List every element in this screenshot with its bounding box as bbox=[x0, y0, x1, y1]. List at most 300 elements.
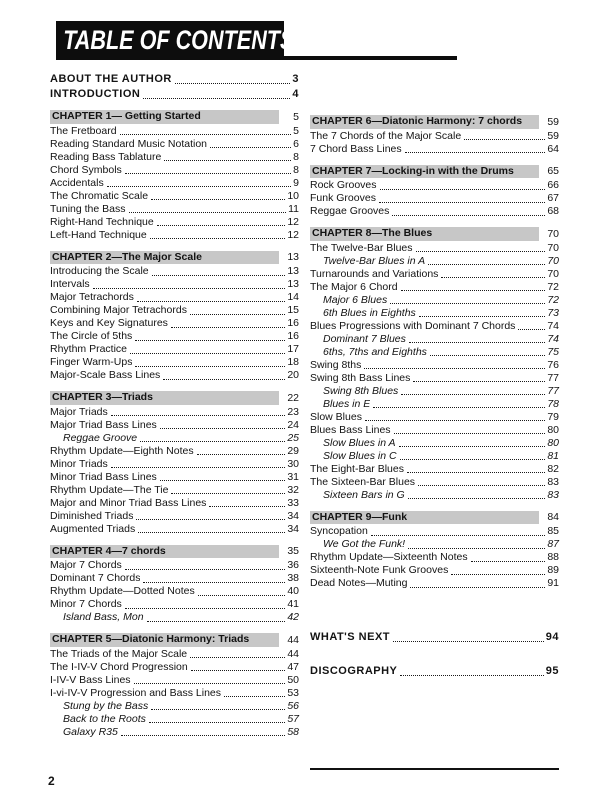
entry-page: 70 bbox=[547, 267, 559, 280]
entry-label: Finger Warm-Ups bbox=[50, 356, 133, 368]
entry-label: Reading Bass Tablature bbox=[50, 150, 162, 163]
dot-leader bbox=[451, 574, 545, 575]
entry-label: Blues Bass Lines bbox=[310, 423, 391, 436]
toc-entry bbox=[310, 424, 559, 437]
entry-page: 10 bbox=[287, 189, 299, 202]
entry-page: 14 bbox=[287, 291, 299, 303]
chapter-title: CHAPTER 7—Locking-in with the Drums bbox=[310, 165, 539, 179]
entry-label: Minor 7 Chords bbox=[50, 598, 122, 610]
toc-entry bbox=[50, 229, 299, 242]
chapter-header bbox=[50, 391, 299, 405]
entry-page: 4 bbox=[292, 87, 299, 100]
dot-leader bbox=[418, 485, 545, 486]
toc-entry bbox=[50, 484, 299, 497]
toc-entry bbox=[50, 661, 299, 674]
entry-page: 95 bbox=[545, 664, 559, 677]
toc-entry bbox=[50, 304, 299, 317]
chapter-block bbox=[50, 633, 299, 739]
dot-leader bbox=[121, 735, 285, 736]
entry-page: 70 bbox=[547, 254, 559, 267]
dot-leader bbox=[430, 355, 545, 356]
entry-label: 6th Blues in Eighths bbox=[323, 306, 416, 319]
entry-page: 16 bbox=[287, 317, 299, 329]
entry-label: Swing 8ths bbox=[310, 358, 362, 371]
toc-entry bbox=[50, 572, 299, 585]
entry-page: 78 bbox=[547, 397, 559, 410]
entry-page: 87 bbox=[547, 538, 559, 550]
entry-label: Twelve-Bar Blues in A bbox=[323, 254, 426, 267]
chapter-block bbox=[310, 227, 559, 502]
entry-label: The Major 6 Chord bbox=[310, 280, 398, 293]
entry-page: 17 bbox=[287, 343, 299, 355]
entry-label: Tuning the Bass bbox=[50, 202, 126, 215]
chapter-block bbox=[310, 511, 559, 591]
toc-entry bbox=[50, 291, 299, 304]
entry-label: DISCOGRAPHY bbox=[310, 664, 398, 677]
entry-page: 20 bbox=[287, 369, 299, 381]
entry-page: 75 bbox=[547, 345, 559, 358]
chapter-title: CHAPTER 8—The Blues bbox=[310, 227, 539, 241]
toc-entry bbox=[310, 281, 559, 294]
entry-label: Galaxy R35 bbox=[63, 725, 118, 738]
page-number: 2 bbox=[48, 774, 55, 788]
entry-label: Blues Progressions with Dominant 7 Chords bbox=[310, 319, 516, 332]
toc-entry bbox=[50, 278, 299, 291]
entry-label: WHAT'S NEXT bbox=[310, 631, 391, 643]
dot-leader bbox=[149, 722, 285, 723]
dot-leader bbox=[428, 264, 545, 265]
chapter-title: CHAPTER 4—7 chords bbox=[50, 545, 279, 559]
dot-leader bbox=[160, 480, 286, 481]
chapter-title: CHAPTER 6—Diatonic Harmony: 7 chords bbox=[310, 115, 539, 129]
entry-label: Dominant 7 Chords bbox=[50, 572, 141, 584]
entry-label: Sixteenth-Note Funk Grooves bbox=[310, 564, 449, 576]
chapter-block bbox=[50, 391, 299, 536]
dot-leader bbox=[224, 696, 285, 697]
chapter-title: CHAPTER 3—Triads bbox=[50, 391, 279, 405]
dot-leader bbox=[400, 459, 546, 460]
toc-entry bbox=[50, 674, 299, 687]
toc-entry bbox=[50, 216, 299, 229]
entry-label: 7 Chord Bass Lines bbox=[310, 142, 402, 155]
toc-entry bbox=[50, 151, 299, 164]
toc-entry bbox=[310, 320, 559, 333]
toc-entry bbox=[310, 372, 559, 385]
entry-label: Rhythm Update—Sixteenth Notes bbox=[310, 551, 468, 563]
toc-entry bbox=[310, 255, 559, 268]
chapter-page: 22 bbox=[287, 391, 299, 404]
dot-leader bbox=[191, 670, 286, 671]
entry-label: The Fretboard bbox=[50, 124, 117, 137]
entry-label: Rhythm Update—Eighth Notes bbox=[50, 444, 194, 457]
entry-label: Rhythm Update—The Tie bbox=[50, 483, 169, 496]
chapter-block bbox=[50, 251, 299, 383]
toc-entry bbox=[50, 497, 299, 510]
entry-page: 16 bbox=[287, 330, 299, 342]
dot-leader bbox=[190, 657, 285, 658]
entry-page: 9 bbox=[293, 176, 299, 189]
toc-entry bbox=[310, 242, 559, 255]
dot-leader bbox=[157, 225, 286, 226]
toc-entry bbox=[50, 164, 299, 177]
entry-page: 50 bbox=[287, 673, 299, 686]
toc-entry bbox=[310, 346, 559, 359]
entry-label: The Sixteen-Bar Blues bbox=[310, 475, 416, 488]
entry-label: The Twelve-Bar Blues bbox=[310, 241, 413, 254]
toc-entry bbox=[310, 525, 559, 538]
dot-leader bbox=[394, 433, 546, 434]
entry-page: 88 bbox=[547, 551, 559, 563]
entry-label: Blues in E bbox=[323, 397, 371, 410]
entry-page: 15 bbox=[287, 304, 299, 316]
dot-leader bbox=[365, 420, 545, 421]
dot-leader bbox=[143, 98, 290, 99]
toc-entry bbox=[50, 369, 299, 382]
dot-leader bbox=[471, 561, 546, 562]
entry-page: 72 bbox=[547, 293, 559, 306]
toc-entry bbox=[50, 585, 299, 598]
entry-page: 34 bbox=[287, 509, 299, 522]
entry-page: 25 bbox=[287, 431, 299, 444]
chapter-header bbox=[50, 545, 299, 559]
back-matter-entry bbox=[310, 630, 559, 645]
dot-leader bbox=[130, 353, 285, 354]
entry-label: The Eight-Bar Blues bbox=[310, 462, 404, 475]
entry-page: 68 bbox=[547, 205, 559, 217]
entry-label: Combining Major Tetrachords bbox=[50, 304, 187, 316]
entry-page: 34 bbox=[287, 522, 299, 535]
dot-leader bbox=[120, 134, 292, 135]
toc-entry bbox=[310, 538, 559, 551]
toc-entry bbox=[50, 190, 299, 203]
toc-entry bbox=[50, 598, 299, 611]
entry-label: The Circle of 5ths bbox=[50, 330, 133, 342]
dot-leader bbox=[441, 277, 545, 278]
entry-page: 72 bbox=[547, 280, 559, 293]
chapter-page: 13 bbox=[287, 251, 299, 263]
entry-page: 66 bbox=[547, 179, 559, 191]
chapter-header bbox=[310, 511, 559, 525]
entry-page: 73 bbox=[547, 306, 559, 319]
dot-leader bbox=[399, 446, 546, 447]
dot-leader bbox=[210, 147, 291, 148]
toc-entry bbox=[50, 726, 299, 739]
toc-entry bbox=[310, 564, 559, 577]
entry-label: Swing 8th Blues bbox=[323, 384, 399, 397]
toc-entry bbox=[50, 700, 299, 713]
chapter-block bbox=[310, 165, 559, 219]
entry-page: 77 bbox=[547, 371, 559, 384]
dot-leader bbox=[364, 368, 545, 369]
toc-entry bbox=[50, 138, 299, 151]
entry-page: 64 bbox=[547, 142, 559, 155]
entry-label: Island Bass, Mon bbox=[63, 611, 144, 623]
entry-page: 33 bbox=[287, 496, 299, 509]
entry-label: Dominant 7 Blues bbox=[323, 332, 406, 345]
entry-label: Major Triad Bass Lines bbox=[50, 418, 157, 431]
dot-leader bbox=[190, 314, 285, 315]
entry-page: 12 bbox=[287, 228, 299, 241]
dot-leader bbox=[163, 379, 285, 380]
chapter-page: 70 bbox=[547, 227, 559, 240]
entry-label: Major 7 Chords bbox=[50, 559, 122, 571]
dot-leader bbox=[135, 340, 285, 341]
dot-leader bbox=[409, 342, 545, 343]
entry-label: Diminished Triads bbox=[50, 509, 134, 522]
entry-label: Slow Blues in A bbox=[323, 436, 396, 449]
entry-page: 41 bbox=[287, 598, 299, 610]
entry-label: We Got the Funk! bbox=[323, 538, 406, 550]
dot-leader bbox=[107, 186, 291, 187]
dot-leader bbox=[125, 569, 286, 570]
entry-label: Chord Symbols bbox=[50, 163, 122, 176]
dot-leader bbox=[143, 582, 285, 583]
entry-label: Introducing the Scale bbox=[50, 265, 149, 277]
toc-entry bbox=[50, 471, 299, 484]
entry-page: 80 bbox=[547, 423, 559, 436]
toc-entry bbox=[310, 143, 559, 156]
dot-leader bbox=[410, 587, 545, 588]
dot-leader bbox=[136, 519, 285, 520]
dot-leader bbox=[175, 83, 291, 84]
entry-page: 85 bbox=[547, 525, 559, 537]
toc-entry bbox=[310, 450, 559, 463]
dot-leader bbox=[393, 641, 544, 642]
entry-label: I-IV-V Bass Lines bbox=[50, 673, 131, 686]
dot-leader bbox=[93, 288, 286, 289]
toc-entry bbox=[50, 125, 299, 138]
toc-entry bbox=[50, 177, 299, 190]
dot-leader bbox=[171, 327, 285, 328]
dot-leader bbox=[171, 493, 285, 494]
entry-page: 44 bbox=[287, 647, 299, 660]
entry-page: 11 bbox=[288, 202, 299, 215]
toc-entry bbox=[50, 356, 299, 369]
entry-page: 83 bbox=[547, 475, 559, 488]
toc-entry bbox=[310, 294, 559, 307]
entry-label: Major and Minor Triad Bass Lines bbox=[50, 496, 207, 509]
chapter-title: CHAPTER 1— Getting Started bbox=[50, 110, 279, 124]
entry-label: Sixteen Bars in G bbox=[323, 488, 405, 501]
chapter-header bbox=[50, 251, 299, 265]
toc-entry bbox=[50, 559, 299, 572]
entry-page: 31 bbox=[287, 470, 299, 483]
entry-page: 67 bbox=[547, 192, 559, 204]
chapter-title: CHAPTER 9—Funk bbox=[310, 511, 539, 525]
dot-leader bbox=[413, 381, 545, 382]
dot-leader bbox=[150, 238, 286, 239]
entry-page: 5 bbox=[293, 124, 299, 137]
entry-label: Right-Hand Technique bbox=[50, 215, 154, 228]
toc-entry bbox=[50, 648, 299, 661]
dot-leader bbox=[464, 139, 545, 140]
toc-entry bbox=[50, 458, 299, 471]
entry-label: Back to the Roots bbox=[63, 712, 146, 725]
back-matter bbox=[310, 630, 559, 678]
entry-page: 6 bbox=[293, 137, 299, 150]
toc-entry bbox=[310, 551, 559, 564]
chapter-page: 59 bbox=[547, 115, 559, 128]
entry-label: Funk Grooves bbox=[310, 192, 376, 204]
dot-leader bbox=[392, 215, 545, 216]
entry-label: Major Tetrachords bbox=[50, 291, 134, 303]
dot-leader bbox=[125, 173, 291, 174]
entry-page: 40 bbox=[287, 585, 299, 597]
entry-label: Turnarounds and Variations bbox=[310, 267, 439, 280]
dot-leader bbox=[140, 441, 285, 442]
entry-label: Augmented Triads bbox=[50, 522, 136, 535]
entry-page: 18 bbox=[287, 356, 299, 368]
front-matter-entry bbox=[50, 72, 299, 87]
entry-label: I-vi-IV-V Progression and Bass Lines bbox=[50, 686, 221, 699]
chapter-header bbox=[50, 633, 299, 647]
entry-page: 8 bbox=[293, 163, 299, 176]
toc-entry bbox=[50, 203, 299, 216]
toc-entry bbox=[50, 713, 299, 726]
chapter-header bbox=[310, 165, 559, 179]
right-chapters bbox=[310, 115, 559, 590]
entry-page: 79 bbox=[547, 410, 559, 423]
entry-label: Stung by the Bass bbox=[63, 699, 149, 712]
dot-leader bbox=[518, 329, 545, 330]
entry-page: 74 bbox=[547, 332, 559, 345]
entry-page: 81 bbox=[547, 449, 559, 462]
entry-label: Dead Notes—Muting bbox=[310, 577, 408, 589]
toc-entry bbox=[50, 343, 299, 356]
entry-page: 56 bbox=[287, 699, 299, 712]
entry-label: Major-Scale Bass Lines bbox=[50, 369, 161, 381]
entry-label: The I-IV-V Chord Progression bbox=[50, 660, 188, 673]
entry-label: Major Triads bbox=[50, 405, 108, 418]
dot-leader bbox=[160, 428, 286, 429]
entry-page: 47 bbox=[287, 660, 299, 673]
toc-entry bbox=[310, 179, 559, 192]
entry-label: Accidentals bbox=[50, 176, 104, 189]
entry-page: 38 bbox=[287, 572, 299, 584]
dot-leader bbox=[416, 251, 546, 252]
entry-label: Slow Blues bbox=[310, 410, 362, 423]
chapter-page: 65 bbox=[547, 165, 559, 177]
chapter-header bbox=[310, 227, 559, 241]
entry-label: INTRODUCTION bbox=[50, 87, 141, 100]
entry-page: 32 bbox=[287, 483, 299, 496]
chapter-page: 5 bbox=[293, 110, 299, 123]
entry-label: Intervals bbox=[50, 278, 90, 290]
entry-page: 58 bbox=[287, 725, 299, 738]
dot-leader bbox=[151, 709, 285, 710]
entry-label: Reading Standard Music Notation bbox=[50, 137, 208, 150]
chapter-header bbox=[310, 115, 559, 129]
chapter-block bbox=[50, 545, 299, 625]
dot-leader bbox=[111, 415, 286, 416]
dot-leader bbox=[407, 472, 545, 473]
dot-leader bbox=[379, 202, 545, 203]
front-matter bbox=[50, 72, 299, 101]
toc-entry bbox=[310, 130, 559, 143]
page-title: TABLE OF CONTENTS bbox=[63, 25, 295, 55]
entry-label: Reggae Groove bbox=[63, 431, 138, 444]
entry-label: ABOUT THE AUTHOR bbox=[50, 73, 172, 85]
dot-leader bbox=[401, 290, 546, 291]
toc-entry bbox=[50, 432, 299, 445]
dot-leader bbox=[164, 160, 291, 161]
entry-page: 53 bbox=[287, 686, 299, 699]
toc-entry bbox=[310, 476, 559, 489]
entry-label: Rhythm Update—Dotted Notes bbox=[50, 585, 195, 597]
entry-page: 24 bbox=[287, 418, 299, 431]
entry-page: 13 bbox=[287, 265, 299, 277]
toc-entry bbox=[50, 317, 299, 330]
entry-page: 3 bbox=[292, 73, 299, 85]
toc-entry bbox=[310, 192, 559, 205]
chapter-page: 84 bbox=[547, 511, 559, 523]
toc-entry bbox=[50, 687, 299, 700]
entry-label: The Triads of the Major Scale bbox=[50, 647, 188, 660]
entry-page: 74 bbox=[547, 319, 559, 332]
dot-leader bbox=[373, 407, 545, 408]
entry-page: 83 bbox=[547, 488, 559, 501]
entry-label: Rhythm Practice bbox=[50, 343, 128, 355]
page-title-banner bbox=[56, 21, 295, 60]
entry-page: 80 bbox=[547, 436, 559, 449]
dot-leader bbox=[138, 532, 285, 533]
toc-entry bbox=[50, 265, 299, 278]
toc-entry bbox=[50, 611, 299, 624]
entry-page: 13 bbox=[287, 278, 299, 290]
dot-leader bbox=[371, 535, 546, 536]
dot-leader bbox=[380, 189, 546, 190]
dot-leader bbox=[111, 467, 286, 468]
dot-leader bbox=[198, 595, 286, 596]
entry-label: 6ths, 7ths and Eighths bbox=[323, 345, 427, 358]
dot-leader bbox=[147, 621, 286, 622]
toc-entry bbox=[310, 359, 559, 372]
dot-leader bbox=[400, 675, 543, 676]
entry-label: Syncopation bbox=[310, 525, 368, 537]
entry-page: 8 bbox=[293, 150, 299, 163]
dot-leader bbox=[125, 608, 286, 609]
entry-page: 70 bbox=[547, 241, 559, 254]
dot-leader bbox=[152, 275, 286, 276]
entry-label: The 7 Chords of the Major Scale bbox=[310, 129, 462, 142]
dot-leader bbox=[405, 152, 546, 153]
chapter-block bbox=[310, 115, 559, 156]
entry-page: 30 bbox=[287, 457, 299, 470]
entry-page: 57 bbox=[287, 712, 299, 725]
left-chapters bbox=[50, 110, 299, 739]
entry-label: Swing 8th Bass Lines bbox=[310, 371, 411, 384]
toc-entry bbox=[50, 445, 299, 458]
entry-page: 29 bbox=[287, 444, 299, 457]
entry-page: 42 bbox=[287, 611, 299, 623]
entry-label: Keys and Key Signatures bbox=[50, 317, 168, 329]
dot-leader bbox=[209, 506, 285, 507]
entry-label: Slow Blues in C bbox=[323, 449, 397, 462]
dot-leader bbox=[129, 212, 287, 213]
entry-page: 77 bbox=[547, 384, 559, 397]
dot-leader bbox=[390, 303, 545, 304]
toc-entry bbox=[50, 330, 299, 343]
entry-label: Minor Triads bbox=[50, 457, 108, 470]
entry-page: 59 bbox=[547, 129, 559, 142]
entry-label: Minor Triad Bass Lines bbox=[50, 470, 157, 483]
toc-entry bbox=[50, 523, 299, 536]
toc-entry bbox=[310, 398, 559, 411]
dot-leader bbox=[408, 548, 545, 549]
chapter-title: CHAPTER 2—The Major Scale bbox=[50, 251, 279, 265]
toc-entry bbox=[310, 205, 559, 218]
back-matter-entry bbox=[310, 664, 559, 679]
